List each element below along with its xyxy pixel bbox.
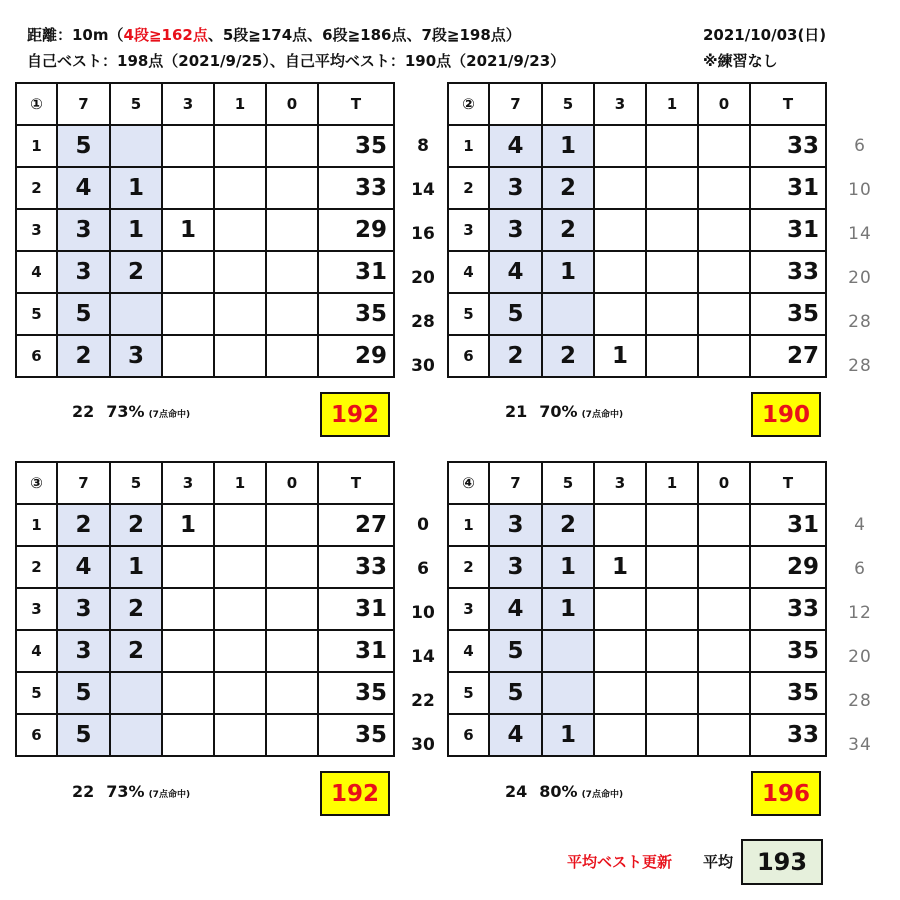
count-cell-7: 4 <box>489 588 542 630</box>
count-cell-0 <box>266 251 318 293</box>
cumulative-value: 22 <box>411 691 435 711</box>
count-cell-1 <box>214 672 266 714</box>
count-cell-7: 3 <box>57 588 110 630</box>
count-cell-1 <box>214 251 266 293</box>
hit-stats <box>72 782 190 801</box>
count-cell-1 <box>646 293 698 335</box>
end-number: 2 <box>448 546 489 588</box>
count-cell-5: 1 <box>110 209 162 251</box>
count-cell-3: 1 <box>162 504 214 546</box>
column-header: 5 <box>110 462 162 504</box>
count-cell-7: 3 <box>57 630 110 672</box>
cumulative-value: 30 <box>411 735 435 755</box>
cumulative-value: 28 <box>411 312 435 332</box>
end-number: 6 <box>448 335 489 377</box>
table-header-row <box>448 462 826 504</box>
count-cell-5 <box>110 672 162 714</box>
end-total: 35 <box>318 714 394 756</box>
end-number: 2 <box>16 546 57 588</box>
column-header: 5 <box>542 83 594 125</box>
table-row <box>448 167 826 209</box>
end-total: 31 <box>318 588 394 630</box>
end-total: 33 <box>750 714 826 756</box>
count-cell-5 <box>110 293 162 335</box>
count-cell-3: 1 <box>594 335 646 377</box>
grade4-threshold: 4段≧162点 <box>123 26 208 44</box>
count-cell-3 <box>594 504 646 546</box>
table-row <box>16 293 394 335</box>
column-header: T <box>318 83 394 125</box>
table-row <box>16 630 394 672</box>
end-total: 27 <box>750 335 826 377</box>
count-cell-5 <box>542 293 594 335</box>
count-cell-7: 2 <box>489 335 542 377</box>
column-header: 3 <box>594 462 646 504</box>
count-cell-3 <box>162 546 214 588</box>
column-header: 7 <box>57 462 110 504</box>
count-cell-7: 5 <box>57 293 110 335</box>
count-cell-0 <box>266 335 318 377</box>
count-cell-5: 2 <box>542 167 594 209</box>
end-total: 31 <box>318 630 394 672</box>
table-row <box>448 335 826 377</box>
count-cell-0 <box>698 125 750 167</box>
count-cell-5: 2 <box>542 335 594 377</box>
count-cell-0 <box>698 209 750 251</box>
end-total: 33 <box>318 167 394 209</box>
count-cell-1 <box>214 167 266 209</box>
end-number: 6 <box>448 714 489 756</box>
end-total: 31 <box>750 167 826 209</box>
table-row <box>16 335 394 377</box>
end-number: 4 <box>448 251 489 293</box>
table-row <box>448 588 826 630</box>
round-total: 192 <box>320 392 390 437</box>
count-cell-7: 2 <box>57 504 110 546</box>
round-2-table <box>447 82 827 378</box>
cumulative-value: 12 <box>848 603 872 623</box>
column-header: 7 <box>489 462 542 504</box>
column-header: 1 <box>214 462 266 504</box>
cumulative-value: 20 <box>411 268 435 288</box>
round-label: ③ <box>16 462 57 504</box>
count-cell-1 <box>214 504 266 546</box>
count-cell-0 <box>266 588 318 630</box>
count-cell-1 <box>646 125 698 167</box>
count-cell-3 <box>162 125 214 167</box>
count-cell-5: 1 <box>542 546 594 588</box>
count-cell-1 <box>214 714 266 756</box>
count-cell-1 <box>214 546 266 588</box>
count-cell-1 <box>646 714 698 756</box>
count-cell-3 <box>594 167 646 209</box>
end-number: 1 <box>448 125 489 167</box>
count-cell-0 <box>266 167 318 209</box>
hit-stats <box>72 402 190 421</box>
cumulative-value: 4 <box>854 515 866 535</box>
count-cell-7: 4 <box>489 714 542 756</box>
column-header: T <box>318 462 394 504</box>
cumulative-value: 14 <box>848 224 872 244</box>
table-row <box>448 546 826 588</box>
end-number: 5 <box>448 672 489 714</box>
distance-prefix: 距離：10m（ <box>27 26 124 44</box>
count-cell-0 <box>266 209 318 251</box>
count-cell-0 <box>266 630 318 672</box>
cumulative-value: 16 <box>411 224 435 244</box>
count-cell-5: 1 <box>542 251 594 293</box>
end-total: 35 <box>318 125 394 167</box>
count-cell-3 <box>162 293 214 335</box>
practice-note: ※練習なし <box>703 52 778 70</box>
column-header: 0 <box>698 462 750 504</box>
table-row <box>16 251 394 293</box>
table-row <box>448 714 826 756</box>
hit-count: 21 <box>505 402 528 421</box>
session-date: 2021/10/03(日) <box>703 26 827 44</box>
end-number: 1 <box>448 504 489 546</box>
cumulative-value: 34 <box>848 735 872 755</box>
column-header: T <box>750 83 826 125</box>
count-cell-5: 2 <box>110 251 162 293</box>
count-cell-5: 1 <box>542 125 594 167</box>
table-row <box>448 251 826 293</box>
column-header: 1 <box>646 462 698 504</box>
count-cell-0 <box>698 672 750 714</box>
hit-percent: 80% <box>539 782 578 801</box>
cumulative-value: 6 <box>417 559 429 579</box>
end-number: 1 <box>16 504 57 546</box>
average-best-updated: 平均ベスト更新 <box>567 853 673 871</box>
count-cell-7: 5 <box>57 672 110 714</box>
average-value: 193 <box>741 839 823 885</box>
count-cell-3: 1 <box>162 209 214 251</box>
table-row <box>16 209 394 251</box>
count-cell-5: 1 <box>110 546 162 588</box>
count-cell-7: 3 <box>489 504 542 546</box>
count-cell-5 <box>110 714 162 756</box>
cumulative-value: 10 <box>848 180 872 200</box>
count-cell-7: 5 <box>57 714 110 756</box>
round-label: ④ <box>448 462 489 504</box>
cumulative-value: 14 <box>411 180 435 200</box>
count-cell-7: 4 <box>489 251 542 293</box>
count-cell-1 <box>646 167 698 209</box>
count-cell-3 <box>594 209 646 251</box>
count-cell-1 <box>646 546 698 588</box>
count-cell-0 <box>698 714 750 756</box>
count-cell-5: 2 <box>110 630 162 672</box>
count-cell-7: 3 <box>489 167 542 209</box>
count-cell-7: 2 <box>57 335 110 377</box>
count-cell-5: 1 <box>542 588 594 630</box>
end-total: 29 <box>318 209 394 251</box>
hit-note: (7点命中) <box>148 410 191 420</box>
table-row <box>16 125 394 167</box>
column-header: 3 <box>594 83 646 125</box>
round-total: 192 <box>320 771 390 816</box>
count-cell-7: 4 <box>489 125 542 167</box>
count-cell-3 <box>162 335 214 377</box>
count-cell-3 <box>594 125 646 167</box>
cumulative-value: 0 <box>417 515 429 535</box>
count-cell-5: 3 <box>110 335 162 377</box>
count-cell-1 <box>214 588 266 630</box>
count-cell-0 <box>266 125 318 167</box>
count-cell-0 <box>266 672 318 714</box>
count-cell-1 <box>646 630 698 672</box>
end-total: 31 <box>750 209 826 251</box>
end-number: 3 <box>16 209 57 251</box>
table-row <box>16 167 394 209</box>
end-total: 35 <box>750 630 826 672</box>
column-header: 0 <box>266 83 318 125</box>
count-cell-5: 2 <box>542 209 594 251</box>
count-cell-5: 1 <box>542 714 594 756</box>
cumulative-value: 8 <box>417 136 429 156</box>
count-cell-0 <box>698 251 750 293</box>
count-cell-0 <box>698 546 750 588</box>
hit-percent: 73% <box>106 402 145 421</box>
end-number: 3 <box>448 588 489 630</box>
grade-thresholds: 、5段≧174点、6段≧186点、7段≧198点） <box>207 26 521 44</box>
count-cell-0 <box>698 335 750 377</box>
cumulative-value: 30 <box>411 356 435 376</box>
count-cell-3 <box>594 630 646 672</box>
column-header: 0 <box>266 462 318 504</box>
count-cell-3 <box>594 251 646 293</box>
table-row <box>448 293 826 335</box>
count-cell-3 <box>162 251 214 293</box>
end-total: 27 <box>318 504 394 546</box>
count-cell-3 <box>162 714 214 756</box>
end-number: 4 <box>16 251 57 293</box>
count-cell-5: 2 <box>110 588 162 630</box>
end-number: 3 <box>16 588 57 630</box>
count-cell-0 <box>698 588 750 630</box>
cumulative-value: 10 <box>411 603 435 623</box>
cumulative-value: 28 <box>848 356 872 376</box>
count-cell-5 <box>542 630 594 672</box>
count-cell-5 <box>542 672 594 714</box>
end-number: 3 <box>448 209 489 251</box>
table-header-row <box>16 462 394 504</box>
column-header: 3 <box>162 83 214 125</box>
end-total: 29 <box>318 335 394 377</box>
end-total: 33 <box>750 588 826 630</box>
count-cell-1 <box>214 125 266 167</box>
end-number: 6 <box>16 335 57 377</box>
round-1-table <box>15 82 395 378</box>
round-total: 196 <box>751 771 821 816</box>
count-cell-1 <box>214 630 266 672</box>
cumulative-value: 20 <box>848 268 872 288</box>
round-4-table <box>447 461 827 757</box>
table-row <box>448 209 826 251</box>
cumulative-value: 20 <box>848 647 872 667</box>
personal-best-line: 自己ベスト：198点（2021/9/25）、自己平均ベスト：190点（2021/9/23） <box>27 52 566 70</box>
table-row <box>16 546 394 588</box>
column-header: 1 <box>646 83 698 125</box>
end-total: 35 <box>318 672 394 714</box>
end-number: 2 <box>16 167 57 209</box>
count-cell-1 <box>646 335 698 377</box>
count-cell-1 <box>646 504 698 546</box>
count-cell-1 <box>646 672 698 714</box>
count-cell-7: 5 <box>489 630 542 672</box>
round-label: ② <box>448 83 489 125</box>
end-number: 1 <box>16 125 57 167</box>
count-cell-3 <box>162 672 214 714</box>
count-cell-3: 1 <box>594 546 646 588</box>
count-cell-5 <box>110 125 162 167</box>
cumulative-value: 6 <box>854 559 866 579</box>
end-number: 6 <box>16 714 57 756</box>
end-number: 2 <box>448 167 489 209</box>
end-number: 4 <box>448 630 489 672</box>
hit-stats <box>505 402 623 421</box>
end-total: 31 <box>750 504 826 546</box>
count-cell-0 <box>266 293 318 335</box>
column-header: 7 <box>57 83 110 125</box>
count-cell-0 <box>266 546 318 588</box>
count-cell-7: 3 <box>57 209 110 251</box>
count-cell-3 <box>594 588 646 630</box>
distance-standards <box>27 24 521 45</box>
hit-count: 22 <box>72 402 95 421</box>
cumulative-value: 14 <box>411 647 435 667</box>
count-cell-1 <box>214 293 266 335</box>
count-cell-1 <box>646 588 698 630</box>
count-cell-0 <box>266 504 318 546</box>
count-cell-5: 2 <box>110 504 162 546</box>
table-row <box>448 125 826 167</box>
table-row <box>16 504 394 546</box>
count-cell-7: 3 <box>57 251 110 293</box>
end-number: 5 <box>16 672 57 714</box>
hit-count: 22 <box>72 782 95 801</box>
cumulative-value: 28 <box>848 312 872 332</box>
table-row <box>448 672 826 714</box>
end-number: 5 <box>448 293 489 335</box>
end-total: 33 <box>750 125 826 167</box>
end-total: 31 <box>318 251 394 293</box>
count-cell-7: 3 <box>489 209 542 251</box>
column-header: 0 <box>698 83 750 125</box>
count-cell-3 <box>594 672 646 714</box>
table-header-row <box>16 83 394 125</box>
end-number: 5 <box>16 293 57 335</box>
count-cell-5: 1 <box>110 167 162 209</box>
hit-note: (7点命中) <box>581 410 624 420</box>
round-total: 190 <box>751 392 821 437</box>
table-row <box>16 588 394 630</box>
count-cell-1 <box>214 335 266 377</box>
column-header: 1 <box>214 83 266 125</box>
count-cell-0 <box>698 504 750 546</box>
count-cell-0 <box>698 167 750 209</box>
end-total: 33 <box>318 546 394 588</box>
end-number: 4 <box>16 630 57 672</box>
round-label: ① <box>16 83 57 125</box>
column-header: 5 <box>542 462 594 504</box>
count-cell-7: 4 <box>57 546 110 588</box>
count-cell-7: 3 <box>489 546 542 588</box>
count-cell-1 <box>214 209 266 251</box>
cumulative-value: 28 <box>848 691 872 711</box>
hit-count: 24 <box>505 782 528 801</box>
count-cell-7: 4 <box>57 167 110 209</box>
count-cell-7: 5 <box>489 293 542 335</box>
hit-percent: 70% <box>539 402 578 421</box>
column-header: 3 <box>162 462 214 504</box>
table-row <box>448 504 826 546</box>
end-total: 33 <box>750 251 826 293</box>
count-cell-3 <box>594 293 646 335</box>
table-row <box>16 672 394 714</box>
count-cell-0 <box>698 293 750 335</box>
column-header: 7 <box>489 83 542 125</box>
column-header: 5 <box>110 83 162 125</box>
count-cell-5: 2 <box>542 504 594 546</box>
end-total: 35 <box>750 672 826 714</box>
end-total: 35 <box>318 293 394 335</box>
count-cell-7: 5 <box>489 672 542 714</box>
table-row <box>448 630 826 672</box>
hit-stats <box>505 782 623 801</box>
count-cell-0 <box>266 714 318 756</box>
hit-note: (7点命中) <box>581 790 624 800</box>
table-header-row <box>448 83 826 125</box>
count-cell-3 <box>162 588 214 630</box>
count-cell-0 <box>698 630 750 672</box>
round-3-table <box>15 461 395 757</box>
count-cell-3 <box>162 167 214 209</box>
count-cell-1 <box>646 209 698 251</box>
count-cell-7: 5 <box>57 125 110 167</box>
end-total: 29 <box>750 546 826 588</box>
end-total: 35 <box>750 293 826 335</box>
hit-note: (7点命中) <box>148 790 191 800</box>
average-label: 平均 <box>703 853 734 871</box>
table-row <box>16 714 394 756</box>
count-cell-1 <box>646 251 698 293</box>
cumulative-value: 6 <box>854 136 866 156</box>
count-cell-3 <box>594 714 646 756</box>
column-header: T <box>750 462 826 504</box>
hit-percent: 73% <box>106 782 145 801</box>
count-cell-3 <box>162 630 214 672</box>
